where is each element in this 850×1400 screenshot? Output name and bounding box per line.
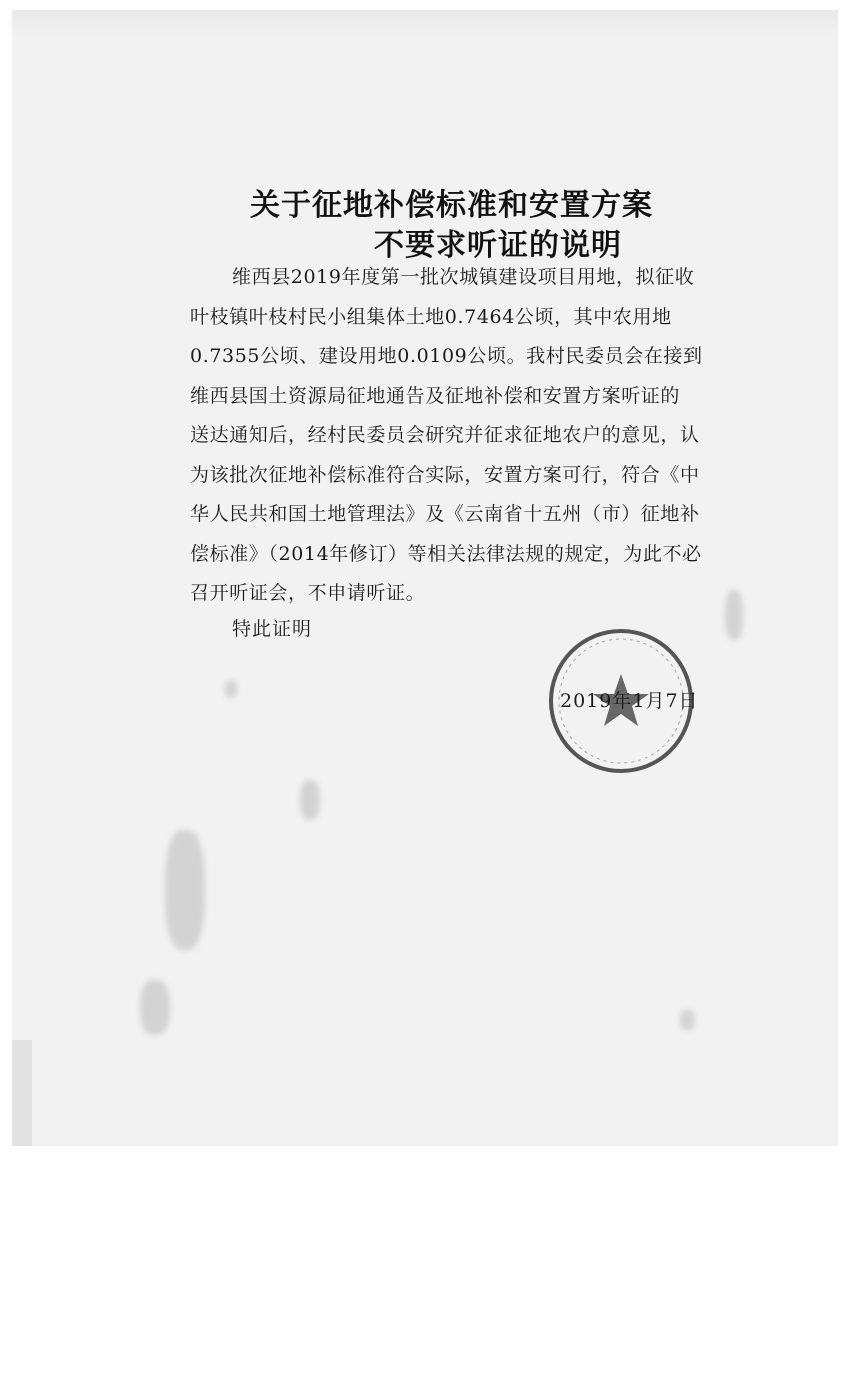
body-paragraph: [190, 258, 720, 614]
document-title-line-2: 不要求听证的说明: [374, 228, 622, 263]
scan-smudge: [165, 830, 205, 950]
body-line: 维西县2019年度第一批次城镇建设项目用地，拟征收: [232, 266, 695, 288]
body-line: 偿标准》（2014年修订）等相关法律法规的规定，为此不必: [190, 542, 702, 565]
body-line: 为该批次征地补偿标准符合实际，安置方案可行，符合《中: [190, 463, 700, 486]
body-line: 华人民共和国土地管理法》及《云南省十五州（市）征地补: [190, 503, 700, 525]
body-line: 送达通知后，经村民委员会研究并征求征地农户的意见，认: [190, 424, 700, 446]
scan-smudge: [225, 680, 237, 698]
body-line: 召开听证会，不申请听证。: [190, 582, 426, 604]
closing-statement: 特此证明: [232, 618, 313, 640]
body-line: 0.7355公顷、建设用地0.0109公顷。我村民委员会在接到: [190, 345, 703, 367]
scan-smudge: [140, 980, 170, 1035]
scan-smudge: [680, 1010, 695, 1030]
body-line: 叶枝镇叶枝村民小组集体土地0.7464公顷，其中农用地: [190, 305, 672, 328]
body-line: 维西县国土资源局征地通告及征地补偿和安置方案听证的: [190, 384, 681, 407]
scan-smudge: [300, 780, 320, 820]
document-title-line-1: 关于征地补偿标准和安置方案: [250, 188, 653, 223]
document-body: [190, 258, 720, 614]
document-date: 2019年1月7日: [560, 690, 699, 712]
scan-corner-shadow: [12, 1040, 32, 1146]
scan-top-edge: [12, 10, 838, 38]
scan-smudge: [725, 590, 743, 640]
